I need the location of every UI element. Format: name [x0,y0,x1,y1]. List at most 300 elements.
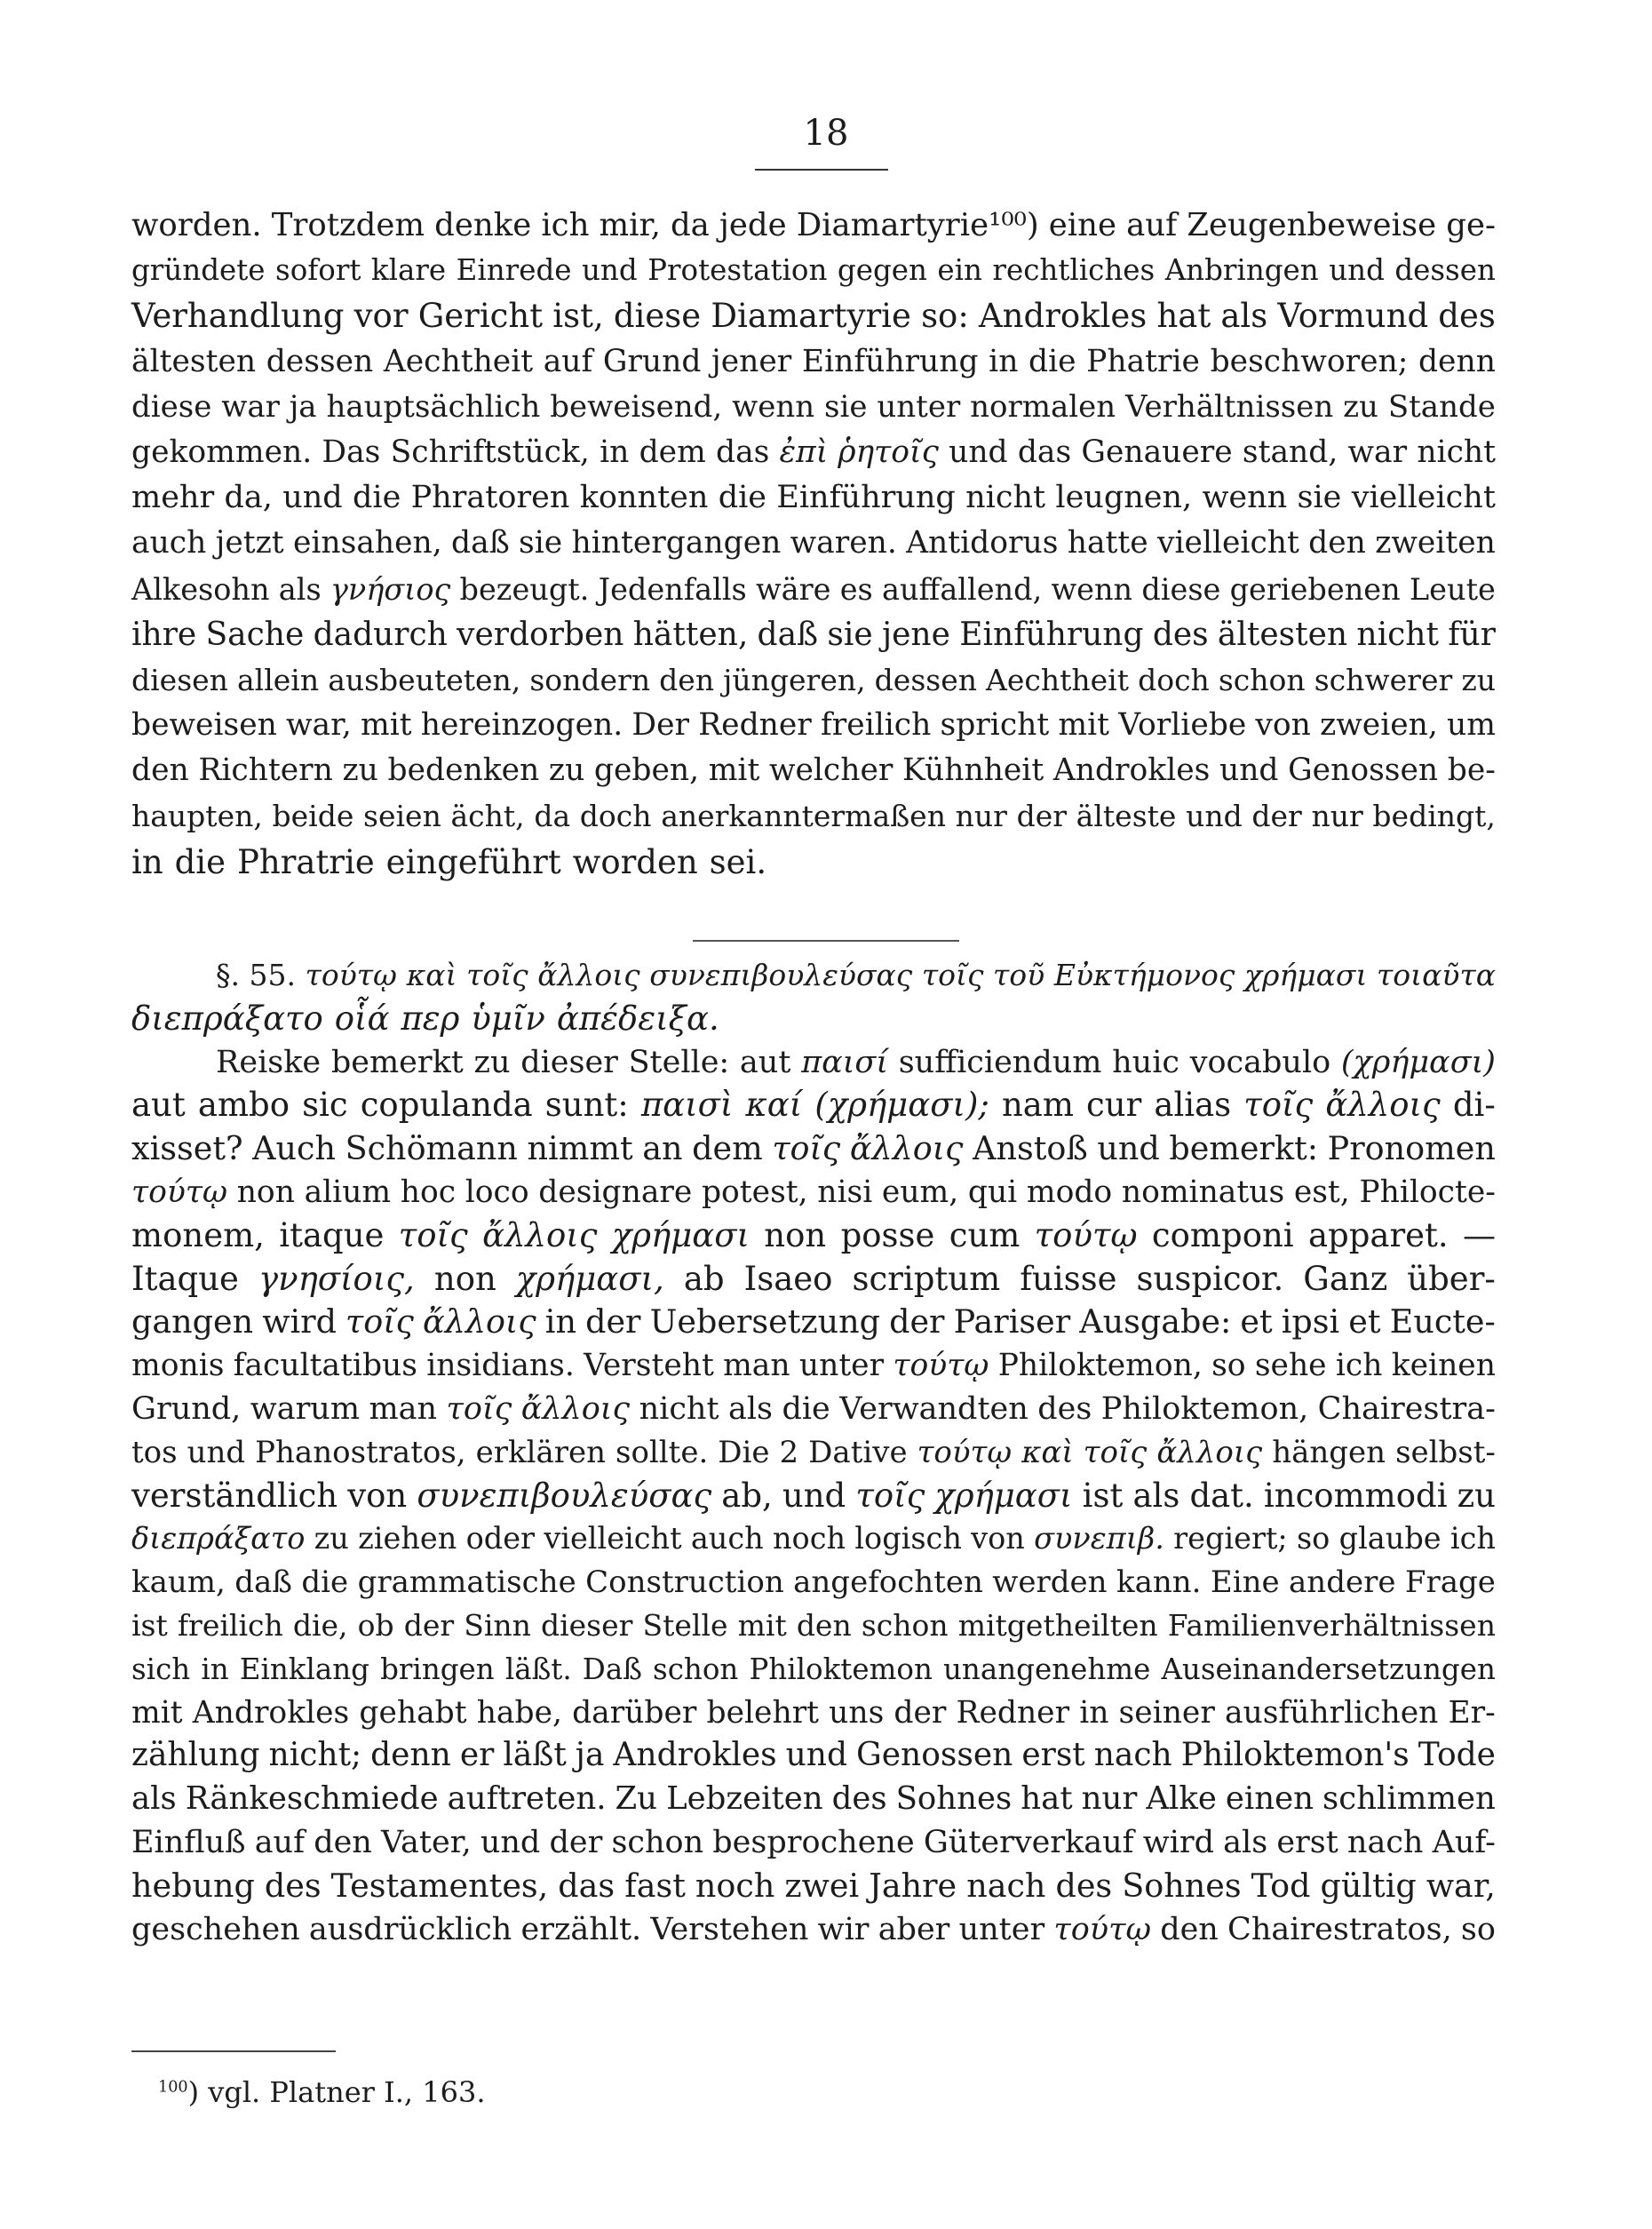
word: er [459,1737,495,1774]
word: der [549,1824,603,1860]
word: aber [878,1911,950,1947]
word: zu [1461,662,1496,697]
word: sehe [1254,1348,1327,1384]
word: und [1329,253,1385,288]
word: Schriftstück, [390,434,590,470]
text-line [131,840,1496,885]
word: mit [360,707,412,744]
word: nicht [965,480,1046,516]
text-line [131,475,1496,521]
word: 2 [779,1434,799,1470]
word: schlimmen [1322,1780,1496,1818]
word: ge- [1446,207,1496,243]
text-line [131,1127,1496,1171]
word: als [278,571,322,607]
word: normalen [970,388,1116,425]
word: ziehen [358,1521,457,1556]
word: regiert; [1173,1521,1288,1556]
word: läßt [503,1737,567,1774]
word: den [659,662,715,697]
word: τούτῳ [893,1348,989,1384]
word: bedenken [387,752,540,789]
word: und [1219,752,1279,789]
word: Frage [1404,1564,1496,1601]
word: und [282,480,343,516]
word: Er- [1448,1694,1496,1731]
text-line [131,612,1496,657]
word: daß [234,1564,292,1601]
text-line [131,203,1496,248]
word: τοῖς [446,1390,512,1427]
word: Isaeo [743,1259,833,1298]
word: ὑμῖν [471,999,545,1038]
text-line [131,1561,1496,1604]
text-line [131,1865,1496,1908]
word: Verhandlung [131,297,345,336]
text-line [131,1734,1496,1778]
word: des [264,1866,322,1905]
word: Gericht [417,297,544,336]
word: daß [451,525,510,561]
word: Reiske [216,1044,322,1080]
word: Zeugenbeweise [1187,207,1437,243]
text-line [131,339,1496,385]
word: τοῖς [345,1302,414,1341]
word: als [131,1780,177,1818]
paragraph-diamartyrie [131,203,1496,885]
word: qui [967,1174,1018,1210]
word: Auch [252,1129,336,1168]
word: den [1160,1911,1219,1947]
word: Einführung [801,343,979,379]
word: des [1438,297,1496,336]
word: hereinzogen. [420,707,623,744]
word: καί [745,1086,803,1125]
word: τοῖς [921,958,984,992]
word: haupten, [131,799,263,834]
word: τούτῳ [305,958,397,992]
word: nicht; [268,1737,362,1774]
word: Testamentes, [330,1866,549,1905]
word: χρήμασι, [515,1259,664,1298]
word: klare [370,253,447,288]
word: Alkesohn [131,571,270,607]
word: schon [1218,662,1306,697]
word: Phanostratos, [255,1434,466,1470]
word: an [642,1129,683,1168]
word: läßt. [504,1652,572,1686]
word: eingeführt [385,842,561,881]
word: Kühnheit [902,752,1044,789]
word: allein [237,662,320,697]
word: tos [131,1434,178,1470]
word: denn [1418,343,1496,379]
word: die [782,1390,830,1427]
word: und [581,253,638,288]
word: schon [611,1824,704,1860]
word: sufficiendum [898,1044,1102,1080]
word: man [723,1348,790,1384]
word: des [831,1780,887,1818]
word: den [796,1607,852,1643]
word: ipsi [1281,1302,1340,1341]
text-line [131,1171,1496,1214]
word: copulanda [360,1086,533,1125]
word: ἄλλοις [849,1129,964,1168]
word: Androkles [192,1694,350,1731]
word: freilich [177,1607,283,1643]
word: Eine [1210,1564,1280,1601]
word: der [889,1302,945,1341]
word: waren. [790,525,897,561]
word: Jahre [869,1866,957,1905]
word: auftreten. [447,1780,607,1818]
word: (χρήμασι); [814,1086,989,1125]
word: gründete [131,253,266,288]
text-line [131,385,1496,430]
word: xisset? [131,1129,243,1168]
word: schon [653,1652,739,1686]
word: περ [401,999,460,1038]
word: von [971,1521,1025,1556]
paragraph-section-55 [131,954,1496,1951]
word: τοῖς [855,1476,925,1515]
word: für [1448,616,1496,653]
word: in [544,1302,576,1341]
word: als [727,1390,773,1427]
word: ist, [552,297,604,336]
word: in [989,343,1019,379]
word: nicht [1356,616,1439,653]
word: scriptum [852,1259,1001,1298]
word: worden [572,842,698,881]
word: grammatische [357,1564,576,1601]
word: hätten, [632,616,749,653]
word: andere [1289,1564,1396,1601]
word: hintergangen [571,525,782,561]
word: wenn [1202,480,1288,516]
word: selbst- [1395,1434,1496,1470]
word: nisi [817,1174,873,1210]
word: erst [1021,1737,1085,1774]
text-line [131,1648,1496,1692]
word: Uebersetzung [649,1302,880,1341]
word: fast [624,1866,686,1905]
word: ἄλλοις [1156,1434,1263,1470]
word: τοῖς [398,1215,468,1254]
word: zweien, [1320,707,1438,744]
word: den [1308,525,1366,561]
word: Phratrie [236,842,375,881]
word: Εὐκτήμονος [1053,958,1235,992]
word: ambo [197,1086,290,1125]
word: Stelle [642,1607,728,1643]
word: da [670,207,710,243]
word: Versteht [584,1348,714,1384]
word: Tod [1251,1866,1311,1905]
word: Grund, [131,1390,242,1427]
word: stand, [1242,434,1338,470]
word: huic [1112,1044,1180,1080]
word: cur [1086,1086,1142,1125]
word: nach [1093,1737,1172,1774]
word: bemerkt [330,1044,464,1080]
word: τοῖς [1243,1086,1314,1125]
word: ab [683,1259,725,1298]
word: die, [292,1607,348,1643]
word: ἄλλοις [482,1215,598,1254]
word: ich [1335,1348,1383,1384]
word: συνεπιβουλεύσας [649,958,913,992]
word: zählung [131,1737,260,1774]
word: die [1029,343,1076,379]
word: χρήμασι [1244,958,1368,992]
word: et [1240,1302,1273,1341]
word: als [1132,1476,1180,1515]
word: Phatrie [1086,343,1200,379]
word: zwei [784,1866,860,1905]
word: seien [363,799,441,834]
word: besprochene [712,1824,915,1860]
text-line [131,793,1496,839]
word: Dative [808,1434,908,1470]
word: so: [921,297,969,336]
word: in [600,434,630,470]
word: τοιαῦτα [1377,958,1496,992]
word: gangen [131,1302,254,1341]
word: diese [131,388,212,425]
word: Stande [1387,388,1496,425]
word: τοῖς [772,1129,841,1168]
word: diese [613,297,702,336]
word: Pronomen [1327,1129,1496,1168]
word: vielleicht [1156,525,1299,561]
word: Chairestra- [1317,1390,1496,1427]
word: auf [543,343,593,379]
word: Aechtheit [986,662,1130,697]
word: Verhältnissen [1125,388,1334,425]
word: jüngeren, [723,662,866,697]
section-divider [693,940,959,942]
word: Einführung [776,480,956,516]
word: Vormund [1277,297,1429,336]
word: nominatus [1121,1174,1285,1210]
word: Philoktemon, [1100,1390,1309,1427]
word: Einführung [959,616,1144,653]
word: Eucte- [1389,1302,1496,1341]
word: Androkles [978,297,1148,336]
word: beschworen; [1210,343,1409,379]
word: di- [1452,1086,1496,1125]
word: Stelle: [628,1044,730,1080]
word: τοῖς [466,958,528,992]
word: anerkanntermaßen [661,799,946,834]
text-line [131,1908,1496,1952]
word: Androkles [613,1737,777,1774]
word: Anbringen [1164,253,1319,288]
word: vocabulo [1189,1044,1331,1080]
word: non [433,1259,496,1298]
word: noch [695,1866,775,1905]
word: Sohnes [895,1780,1013,1818]
word: dessen [1394,253,1496,288]
word: zu [548,752,585,789]
word: designare [538,1174,693,1210]
word: unangenehme [943,1652,1151,1686]
word: ἄλλοις [1325,1086,1441,1125]
word: eine [1048,207,1116,243]
word: und [1097,1129,1160,1168]
word: dessen [266,343,374,379]
word: ἄλλοις [537,958,640,992]
word: hat [1156,297,1211,336]
word: denn [370,1737,451,1774]
word: Philoktemon's [1180,1737,1410,1774]
word: τούτῳ [917,1434,1013,1470]
word: darüber [572,1694,697,1731]
word: jener [711,343,792,379]
word: nur [955,799,1007,834]
word: ab, [721,1476,773,1515]
word: jetzt [215,525,284,561]
word: und [480,1824,541,1860]
word: dem [639,434,706,470]
word: worden. [131,207,262,243]
word: Richtern [198,752,333,789]
word: doch [579,799,652,834]
word: älteste [1076,799,1177,834]
word: mit [1058,707,1110,744]
word: die [301,1564,349,1601]
word: welcher [768,752,894,789]
word: Familienverhältnissen [1167,1607,1496,1643]
word: ἐπὶ ῥητοῖς [779,434,939,470]
footnote-marker: 100 [158,2078,188,2097]
word: παισὶ [640,1086,734,1125]
word: Sache [205,616,305,653]
word: wir [817,1911,870,1947]
word: ein [937,253,982,288]
word: zu [1343,388,1378,425]
word: Ausgabe: [1079,1302,1232,1341]
word: Chairestratos, [1227,1911,1452,1947]
word: ob [357,1607,394,1643]
word: ich [541,207,590,243]
word: χρήμασι [934,1476,1073,1515]
text-line [131,1084,1496,1127]
word: da, [224,480,273,516]
word: καὶ [1021,1434,1074,1470]
word: nam [1001,1086,1074,1125]
word: Tode [1418,1737,1496,1774]
word: nach [966,1866,1046,1905]
word: Protestation [647,253,828,288]
word: doch [1138,662,1210,697]
word: sunt: [544,1086,629,1125]
word: sie [824,388,868,425]
word: den [314,1824,372,1860]
word: logisch [854,1521,962,1556]
word: τοῖς [1083,1434,1148,1470]
word: Redner [698,707,812,744]
text-line [131,430,1496,475]
word: Trotzdem [271,207,425,243]
word: denke [434,207,532,243]
word: ja [575,1737,605,1774]
word: wird [262,1302,337,1341]
text-line [131,1388,1496,1431]
word: ältesten [131,343,257,379]
text-line [131,1517,1496,1561]
text-line [131,703,1496,748]
word: glaube [1338,1521,1442,1556]
word: bedingt, [1372,799,1496,834]
word: Daß [582,1652,642,1686]
word: und [187,1434,246,1470]
text-line [131,1604,1496,1648]
word: da [534,799,571,834]
word: facultatibus [233,1348,417,1384]
word: cum [949,1215,1021,1254]
word: vor [353,297,409,336]
word: Genossen [1288,752,1439,789]
word: Itaque [131,1259,239,1298]
word: ausbeuteten, [328,662,521,697]
text-line [131,1475,1496,1518]
word: διεπράξατο [131,1521,306,1556]
word: Diamartyrie¹⁰⁰) [796,207,1039,243]
text-line [131,1258,1496,1302]
text-line [131,1692,1496,1735]
word: hauptsächlich [326,388,541,425]
word: geriebenen [1229,571,1401,607]
word: ausführlichen [1224,1694,1439,1731]
word: werden [992,1564,1108,1601]
word: Antidorus [906,525,1059,561]
word: Ganz [1303,1259,1388,1298]
word: gekommen. [131,434,313,470]
word: Einrede [456,253,572,288]
word: zu [342,752,378,789]
word: et [1348,1302,1381,1341]
word: zu [314,1521,349,1556]
word: Vater, [380,1824,472,1860]
word: seiner [1118,1694,1215,1731]
word: componi [1151,1215,1294,1254]
word: in [131,842,163,881]
word: Diamartyrie [711,297,911,336]
word: mehr [131,480,215,516]
word: suspicor. [1136,1259,1284,1298]
word: auf [1126,207,1178,243]
word: Zu [615,1780,658,1818]
word: das [558,1866,616,1905]
word: nur [1081,1780,1138,1818]
word: geschehen [131,1911,300,1947]
word: freilich [820,707,932,744]
word: unter [798,1348,885,1384]
word: Genossen [855,1737,1013,1774]
word: Alke [1146,1780,1217,1818]
word: diesen [131,662,228,697]
word: mitgetheilten [957,1607,1158,1643]
word: oder [465,1521,536,1556]
word: der [894,1694,947,1731]
word: erst [1276,1824,1338,1860]
word: posse [840,1215,935,1254]
word: ist [1082,1476,1124,1515]
word: jene [881,616,950,653]
